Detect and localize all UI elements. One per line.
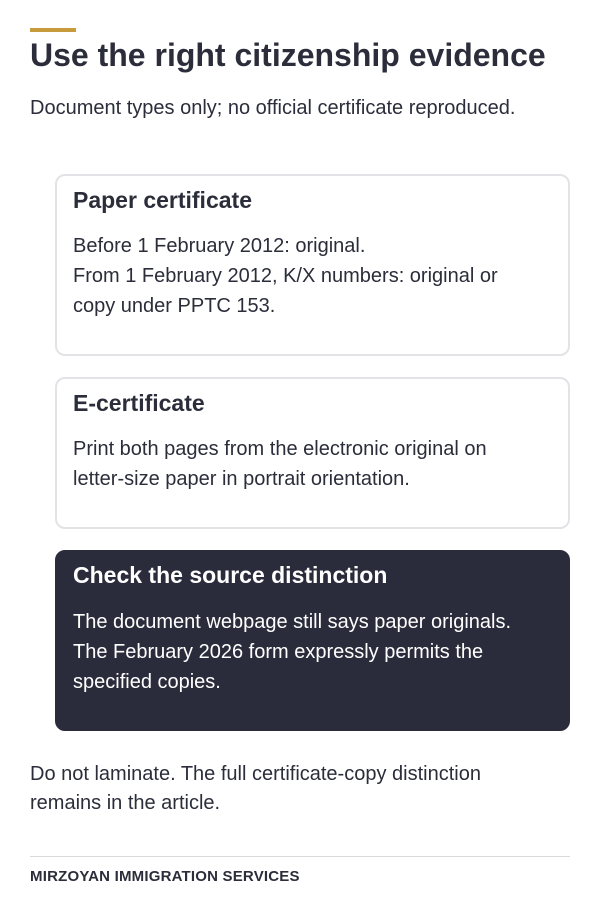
card-body-line: Before 1 February 2012: original. bbox=[73, 235, 366, 257]
footer-brand: MIRZOYAN IMMIGRATION SERVICES bbox=[30, 868, 300, 885]
card-body-line: specified copies. bbox=[73, 671, 221, 693]
card-body-line: copy under PPTC 153. bbox=[73, 295, 276, 317]
card-body bbox=[73, 231, 554, 321]
page-title: Use the right citizenship evidence bbox=[30, 37, 546, 73]
card-body bbox=[73, 434, 554, 494]
e-certificate-card bbox=[55, 377, 570, 529]
card-title: Paper certificate bbox=[73, 187, 252, 213]
card-body bbox=[73, 607, 554, 697]
card-title: Check the source distinction bbox=[73, 562, 388, 588]
footnote bbox=[30, 760, 481, 818]
footer-divider bbox=[30, 856, 570, 857]
footnote-line: Do not laminate. The full certificate-copy distinction bbox=[30, 763, 481, 785]
card-body-line: The document webpage still says paper originals. bbox=[73, 611, 512, 633]
source-distinction-card bbox=[55, 550, 570, 731]
card-body-line: The February 2026 form expressly permits the bbox=[73, 641, 484, 663]
card-body-line: letter-size paper in portrait orientation. bbox=[73, 468, 410, 490]
footnote-line: remains in the article. bbox=[30, 792, 221, 814]
card-body-line: Print both pages from the electronic original on bbox=[73, 438, 487, 460]
paper-certificate-card bbox=[55, 174, 570, 356]
accent-bar bbox=[30, 28, 76, 32]
card-body-line: From 1 February 2012, K/X numbers: original or bbox=[73, 265, 498, 287]
card-title: E-certificate bbox=[73, 390, 205, 416]
page-subtitle: Document types only; no official certificate reproduced. bbox=[30, 97, 516, 119]
